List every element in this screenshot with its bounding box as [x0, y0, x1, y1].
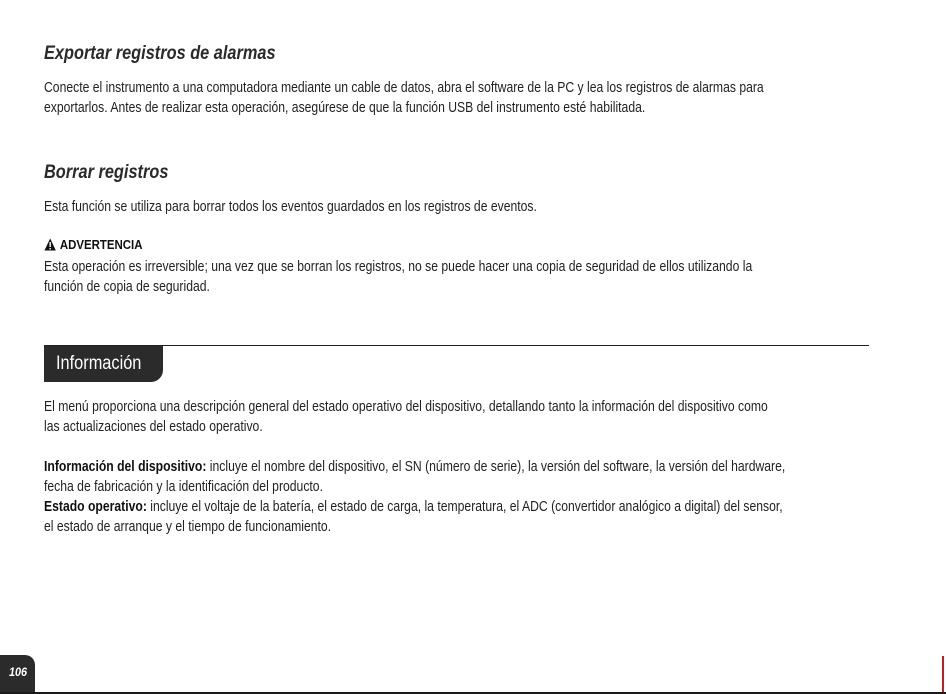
clear-heading: Borrar registros — [44, 162, 169, 183]
warning-title-text: ADVERTENCIA — [59, 237, 143, 252]
info-section-tab — [44, 346, 163, 382]
status-info-line-1 — [44, 497, 783, 517]
status-info-text: incluye el voltaje de la batería, el estado de carga, la temperatura, el ADC (convertidor analógico a digital) del sensor, — [146, 499, 783, 515]
info-intro-line-1: El menú proporciona una descripción general del estado operativo del dispositivo, detallando tanto la información del dispositivo como — [44, 399, 768, 415]
export-heading: Exportar registros de alarmas — [44, 43, 276, 64]
info-section-title: Información — [56, 353, 142, 374]
status-info-label: Estado operativo: — [44, 499, 147, 515]
device-info-line-2: fecha de fabricación y la identificación del producto. — [44, 479, 323, 495]
page-number: 106 — [9, 665, 28, 679]
info-intro-line-2: las actualizaciones del estado operativo. — [44, 419, 263, 435]
section-divider — [44, 345, 869, 346]
device-info-line-1 — [44, 457, 785, 477]
status-info-line-2: el estado de arranque y el tiempo de funcionamiento. — [44, 519, 332, 535]
export-paragraph-line-2: exportarlos. Antes de realizar esta operación, asegúrese de que la función USB del instrumento esté habilitada. — [44, 100, 646, 116]
export-paragraph-line-1: Conecte el instrumento a una computadora mediante un cable de datos, abra el software de la PC y lea los registros de alarmas para — [44, 80, 764, 96]
device-info-text: incluye el nombre del dispositivo, el SN (número de serie), la versión del software, la versión del hardware, — [206, 459, 786, 475]
page-number-badge — [0, 655, 35, 692]
page-edge-accent — [942, 656, 944, 692]
clear-paragraph: Esta función se utiliza para borrar todos los eventos guardados en los registros de eventos. — [44, 199, 537, 215]
warning-title — [44, 237, 142, 252]
device-info-label: Información del dispositivo: — [44, 459, 207, 475]
warning-line-2: función de copia de seguridad. — [44, 279, 210, 295]
warning-triangle-icon — [44, 238, 56, 251]
warning-line-1: Esta operación es irreversible; una vez que se borran los registros, no se puede hacer una copia de seguridad de ellos utilizando la — [44, 259, 753, 275]
